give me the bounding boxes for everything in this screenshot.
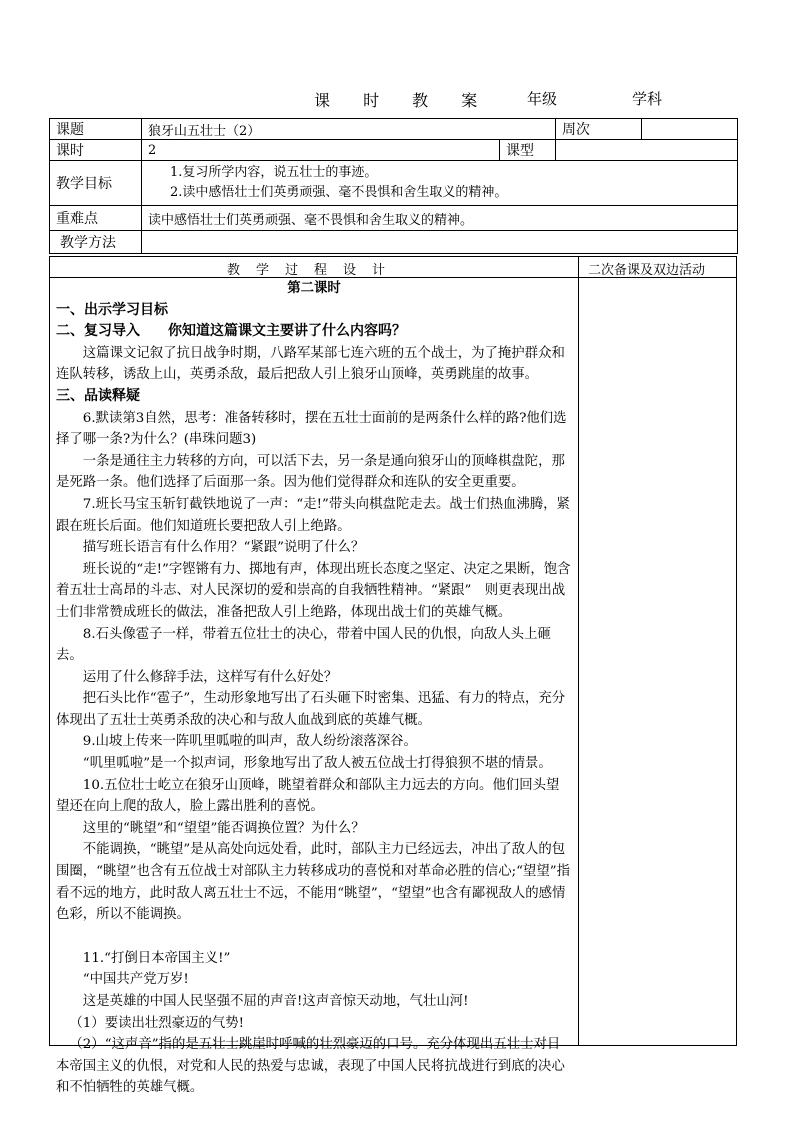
topic-value: 狼牙山五壮士（2） [142, 119, 556, 140]
type-label: 课型 [500, 140, 556, 161]
process-content [56, 278, 572, 1099]
page-title: 课 时 教 案 [314, 91, 492, 110]
section-heading: 三、品读释疑 [56, 387, 140, 404]
process-header [50, 257, 736, 278]
question-paragraph: 这里的“眺望”和“望望”能否调换位置？为什么？ [82, 820, 365, 836]
objectives-label: 教学目标 [50, 161, 142, 206]
question-paragraph: 运用了什么修辞手法，这样写有什么好处？ [82, 669, 338, 685]
objective-item: 1.复习所学内容，说五壮士的事迹。 [170, 165, 378, 180]
lesson-session-title: 第二课时 [287, 280, 341, 296]
answer-item: （1）要读出壮烈豪迈的气势! [69, 1015, 244, 1031]
teaching-process-table [49, 256, 737, 1096]
objective-item: 2.读中感悟壮士们英勇顽强、毫不畏惧和舍生取义的精神。 [170, 185, 508, 200]
keypoint-label: 重难点 [50, 206, 142, 231]
paragraph: 这篇课文记叙了抗日战争时期，八路军某部七连六班的五个战士，为了掩护群众和连队转移，诱敌上山，英勇杀敌，最后把敌人引上狼牙山顶峰，英勇跳崖的故事。 [56, 345, 565, 383]
answer-paragraph: 一条是通往主力转移的方向，可以活下去，另一条是通向狼牙山的顶峰棋盘陀，那是死路一条。他们选择了后面那一条。因为他们觉得群众和连队的安全更重要。 [56, 453, 565, 491]
week-label: 周次 [556, 119, 642, 140]
week-value [642, 119, 738, 140]
page-header [0, 88, 794, 112]
paragraph: 这是英雄的中国人民坚强不屈的声音!这声音惊天动地，气壮山河! [82, 994, 469, 1009]
method-value [142, 231, 738, 254]
objectives-cell [142, 161, 738, 206]
question-paragraph: 8.石头像雹子一样，带着五位壮士的决心，带着中国人民的仇恨，向敌人头上砸去。 [56, 626, 551, 664]
topic-label: 课题 [50, 119, 142, 140]
answer-paragraph: 班长说的“走!”字铿锵有力、掷地有声，体现出班长态度之坚定、决定之果断，饱含着五壮士高昂的斗志、对人民深切的爱和崇高的自我牺牲精神。“紧跟” 则更表现出战士们非常赞成班长的做法，准备把敌人引上绝路，体现出战士们的英雄气概。 [56, 561, 571, 620]
answer-item: （2）“这声音”指的是五壮士跳崖时呼喊的壮烈豪迈的口号。充分体现出五壮士对日本帝国主义的仇恨，对党和人民的热爱与忠诚，表现了中国人民将抗战进行到底的决心和不怕牺牲的英雄气概。 [56, 1037, 565, 1096]
question-paragraph: 描写班长语言有什么作用？“紧跟”说明了什么？ [82, 540, 365, 556]
answer-paragraph: “叽里呱啦”是一个拟声词，形象地写出了敌人被五位战士打得狼狈不堪的情景。 [82, 756, 552, 772]
question-paragraph: 6.默读第3自然，思考：准备转移时，摆在五壮士面前的是两条什么样的路?他们选择了哪一条?为什么？(串珠问题3) [56, 410, 567, 448]
process-design-heading: 教学过程设计 [226, 263, 401, 278]
answer-paragraph: 不能调换，“眺望”是从高处向远处看，此时，部队主力已经远去，冲出了敌人的包围圈，“眺望”也含有五位战士对部队主力转移成功的喜悦和对革命必胜的信心;“望望”指看不远的地方，此时敌人离五壮士不远，不能用“眺望”，“望望”也含有鄙视敌人的感情色彩，所以不能调换。 [56, 842, 570, 923]
section-heading: 二、复习导入 你知道这篇课文主要讲了什么内容吗？ [56, 323, 406, 340]
period-value: 2 [142, 140, 500, 161]
column-divider [578, 257, 579, 1045]
quote-line: “中国共产党万岁! [82, 972, 189, 988]
lesson-info-table [49, 118, 738, 254]
method-label: 教学方法 [50, 231, 142, 254]
answer-paragraph: 把石头比作“雹子”，生动形象地写出了石头砸下时密集、迅猛、有力的特点，充分体现出了五壮士英勇杀敌的决心和与敌人血战到底的英雄气概。 [56, 691, 566, 728]
subject-label: 学科 [632, 90, 663, 108]
grade-label: 年级 [527, 90, 558, 108]
period-label: 课时 [50, 140, 142, 161]
question-paragraph: 7.班长马宝玉斩钉截铁地说了一声：“走!”带头向棋盘陀走去。战士们热血沸腾，紧跟在班长后面。他们知道班长要把敌人引上绝路。 [56, 496, 570, 534]
type-value [556, 140, 738, 161]
question-paragraph: 10.五位壮士屹立在狼牙山顶峰，眺望着群众和部队主力远去的方向。他们回头望望还在向上爬的敌人，脸上露出胜利的喜悦。 [56, 777, 560, 815]
secondary-prep-heading: 二次备课及双边活动 [588, 263, 706, 278]
question-paragraph: 9.山坡上传来一阵叽里呱啦的叫声，敌人纷纷滚落深谷。 [82, 734, 417, 750]
question-paragraph: 11.“打倒日本帝国主义!” [82, 950, 231, 966]
section-heading: 一、出示学习目标 [56, 301, 168, 318]
keypoint-value: 读中感悟壮士们英勇顽强、毫不畏惧和舍生取义的精神。 [142, 206, 738, 231]
